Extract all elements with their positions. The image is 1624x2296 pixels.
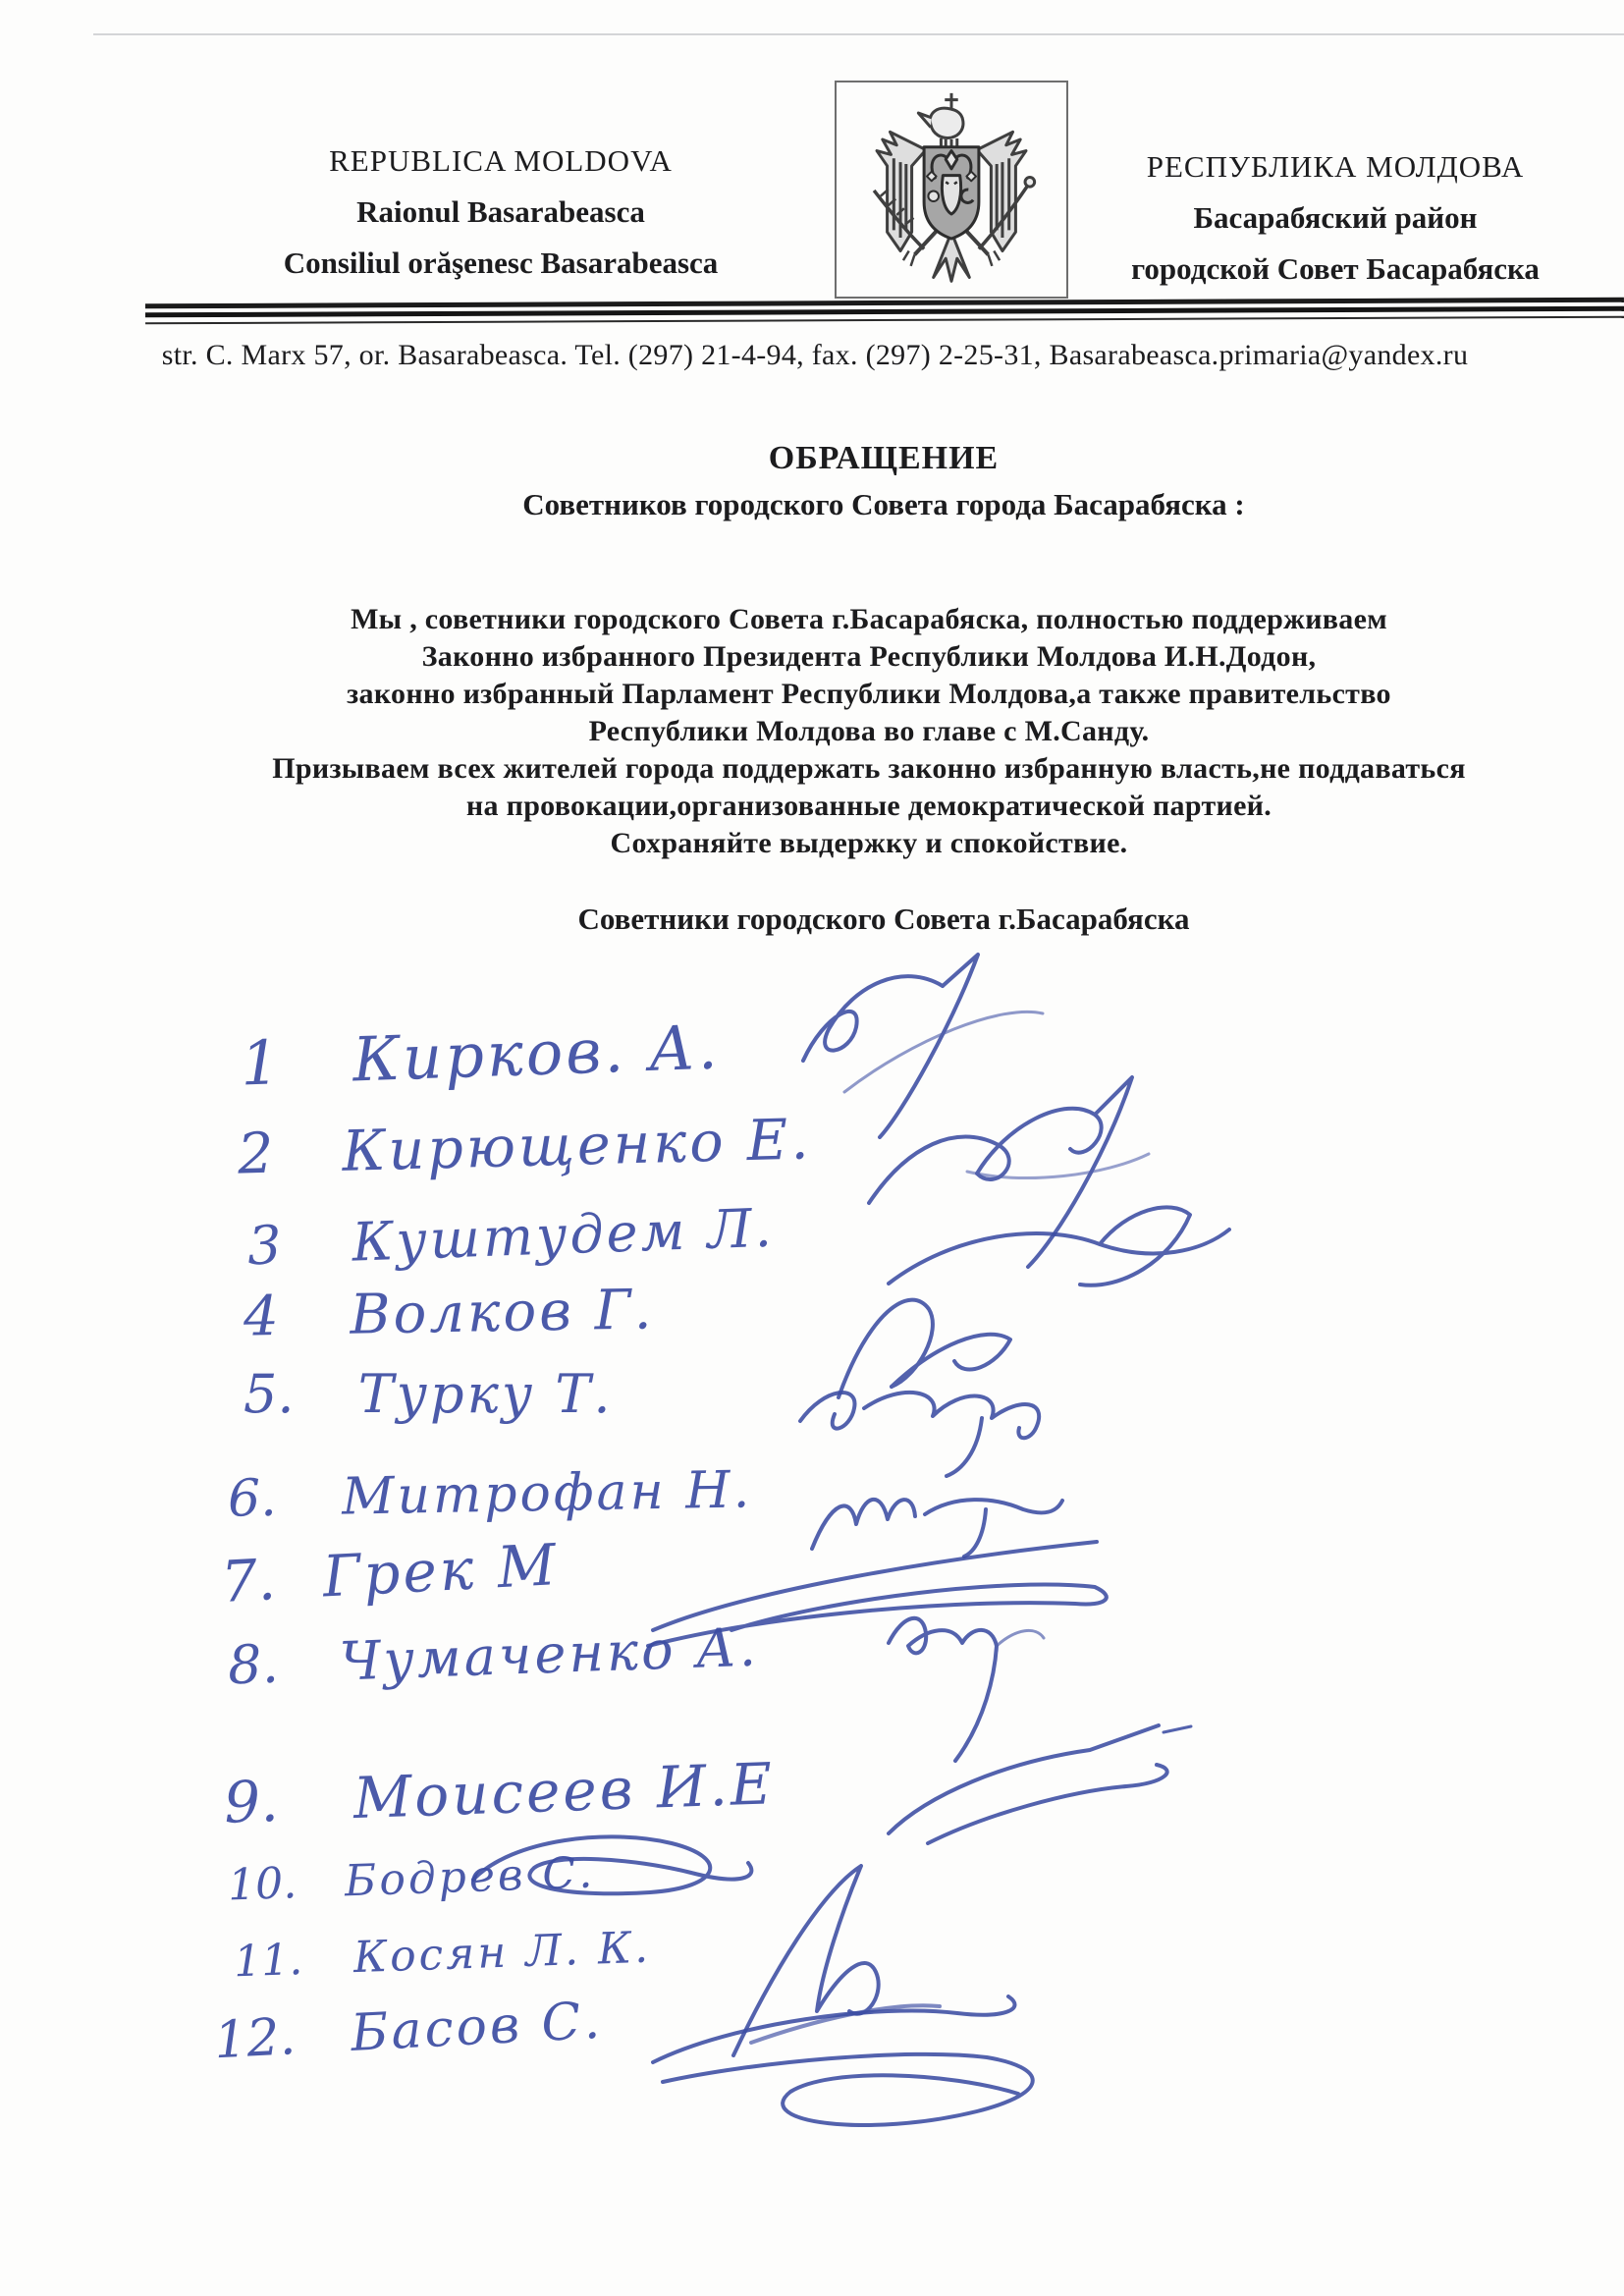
signature-number: 3 [246, 1214, 283, 1278]
signature-number: 1 [239, 1026, 281, 1100]
signature-name: Чумаченко А. [338, 1615, 760, 1693]
letterhead-council-ro: Consiliul orăşenesc Basarabeasca [283, 246, 719, 280]
moldova-coat-of-arms-icon [861, 90, 1042, 289]
signature-name: Кирков. А. [351, 1011, 722, 1096]
signature-flourish [633, 1964, 1056, 2146]
document-title: ОБРАЩЕНИЕ [768, 440, 1000, 476]
scan-artifact-line [93, 33, 1624, 35]
signature-row [243, 1278, 654, 1348]
signature-number: 6. [227, 1468, 278, 1529]
signature-name: Моисеев И.Е [352, 1750, 777, 1832]
body-line: Республики Молдова во главе с М.Санду. [588, 715, 1150, 747]
signature-number: 11. [233, 1934, 303, 1988]
signature-number: 8. [227, 1632, 280, 1697]
signature-row [233, 1923, 652, 1988]
signature-name: Косян Л. К. [352, 1922, 652, 1984]
body-line: Законно избранного Президента Республики Молдова И.Н.Додон, [421, 640, 1317, 673]
signoff-line: Советники городского Совета г.Басарабяска [577, 902, 1190, 936]
signature-number: 4 [243, 1285, 280, 1349]
contact-line: str. C. Marx 57, or. Basarabeasca. Tel. (297) 21-4-94, fax. (297) 2-25-31, Basarabeasca.primaria@yandex.ru [161, 339, 1469, 371]
signature-name: Митрофан Н. [341, 1460, 753, 1527]
signature-flourish [869, 1711, 1198, 1878]
body-line: Сохраняйте выдержку и спокойствие. [610, 827, 1128, 859]
body-line: законно избранный Парламент Республики Молдова,а также правительство [347, 678, 1391, 710]
body-line: Призываем всех жителей города поддержать законно избранную власть,не поддаваться [272, 752, 1466, 785]
letterhead-country-ro: REPUBLICA MOLDOVA [329, 143, 673, 178]
document-subtitle: Советников городского Совета города Басарабяска : [522, 487, 1245, 521]
letterhead-district-ro: Raionul Basarabeasca [356, 194, 645, 229]
signature-number: 9. [222, 1767, 280, 1836]
signature-name: Кирющенко Е. [341, 1107, 813, 1184]
signature-name: Грек М [321, 1531, 561, 1611]
signature-row [240, 1011, 722, 1100]
appeal-title-block [245, 440, 1522, 522]
signature-number: 2 [237, 1121, 275, 1187]
signature-name: Волков Г. [349, 1278, 655, 1347]
letterhead-left [167, 136, 835, 289]
signature-row [246, 1197, 776, 1278]
body-line: Мы , советники городского Совета г.Басарабяска, полностью поддерживаем [351, 603, 1387, 635]
signature-number: 5. [244, 1363, 295, 1425]
appeal-body [172, 601, 1566, 862]
signature-number: 7. [219, 1546, 278, 1615]
signature-row [228, 1460, 753, 1528]
letterhead-council-ru: городской Совет Басарабяска [1131, 251, 1540, 286]
signature-row [237, 1107, 812, 1186]
letterhead-divider [145, 298, 1624, 325]
signature-row [244, 1363, 614, 1425]
signature-row [227, 1616, 760, 1697]
body-line: на провокации,организованные демократической партией. [465, 790, 1272, 822]
signature-name: Куштудем Л. [351, 1196, 776, 1274]
signature-number: 10. [227, 1858, 298, 1911]
signature-row [219, 1531, 560, 1615]
coat-of-arms-frame [835, 81, 1068, 299]
signature-name: Турку Т. [357, 1363, 614, 1425]
letterhead-country-ru: РЕСПУБЛИКА МОЛДОВА [1146, 149, 1525, 184]
letterhead-district-ru: Басарабяский район [1193, 200, 1478, 235]
signature-name: Басов С. [349, 1991, 605, 2064]
signature-number: 12. [212, 2007, 298, 2071]
signature-name: Бодрев С. [344, 1847, 596, 1907]
signature-row [213, 1992, 605, 2071]
letterhead-right [1060, 141, 1610, 295]
